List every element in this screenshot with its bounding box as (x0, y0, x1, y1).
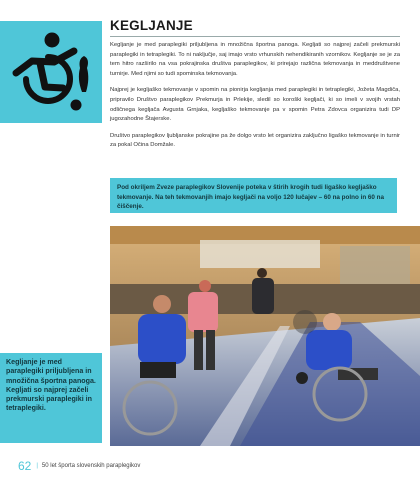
paragraph: Društvo paraplegikov ljubljanske pokrajine pa že dolgo vrsto let organizira zaključno ligaško tekmovanje in turnir za pokal Očina Domžale. (110, 132, 400, 149)
highlight-box: Pod okriljem Zveze paraplegikov Slovenije poteka v štirih krogih tudi ligaško kegljaško tekmovanje. Na teh tekmovanjih imajo kegljači na voljo 120 lučajev – 60 na polno in 60 na čiščenje. (110, 178, 397, 213)
page-title: KEGLJANJE (110, 18, 193, 33)
title-divider (110, 36, 400, 37)
sport-icon-panel (0, 21, 102, 123)
photo-caption: Kegljanje je med paraplegiki priljubljena in množična športna panoga. Kegljati so najprej začeli prekmurski paraplegiki in tetraplegiki. (0, 353, 102, 443)
article-body (110, 41, 400, 158)
wheelchair-bowler-icon (0, 21, 102, 123)
page-footer (18, 459, 140, 473)
page-number: 62 (18, 459, 32, 473)
publication-title: 50 let športa slovenskih paraplegikov (41, 463, 141, 469)
paragraph: Najprej je kegljaško tekmovanje v spomin na pionirja kegljanja med paraplegiki in tetraplegiki, Jožeta Magdiča, pripravilo Društvo paraplegikov Prekmurja in Prlekije, sledil so koroški kegljači, ki so imeli v svojih vrstah odličnega kegljača Avgusta Grnjaka, kegljaško tekmovanje pa v spomin Petra Zdovca organizira tudi DP jugozahodne Štajerske. (110, 87, 400, 123)
footer-separator: | (36, 463, 38, 469)
bowling-photo (110, 226, 420, 446)
paragraph: Kegljanje je med paraplegiki priljubljena in množična športna panoga. Kegljati so najprej začeli prekmurski paraplegiki in tetraplegiki. To ni naključje, saj imajo vrsto vrhunskih nehendikiranih vzornikov. Kegljanje se je za tem hitro razširilo na vsa pokrajinska društva paraplegikov, ki prirejajo različna tekmovanja in meddruštvene turnirje. Med njimi so tudi spominska tekmovanja. (110, 42, 400, 77)
